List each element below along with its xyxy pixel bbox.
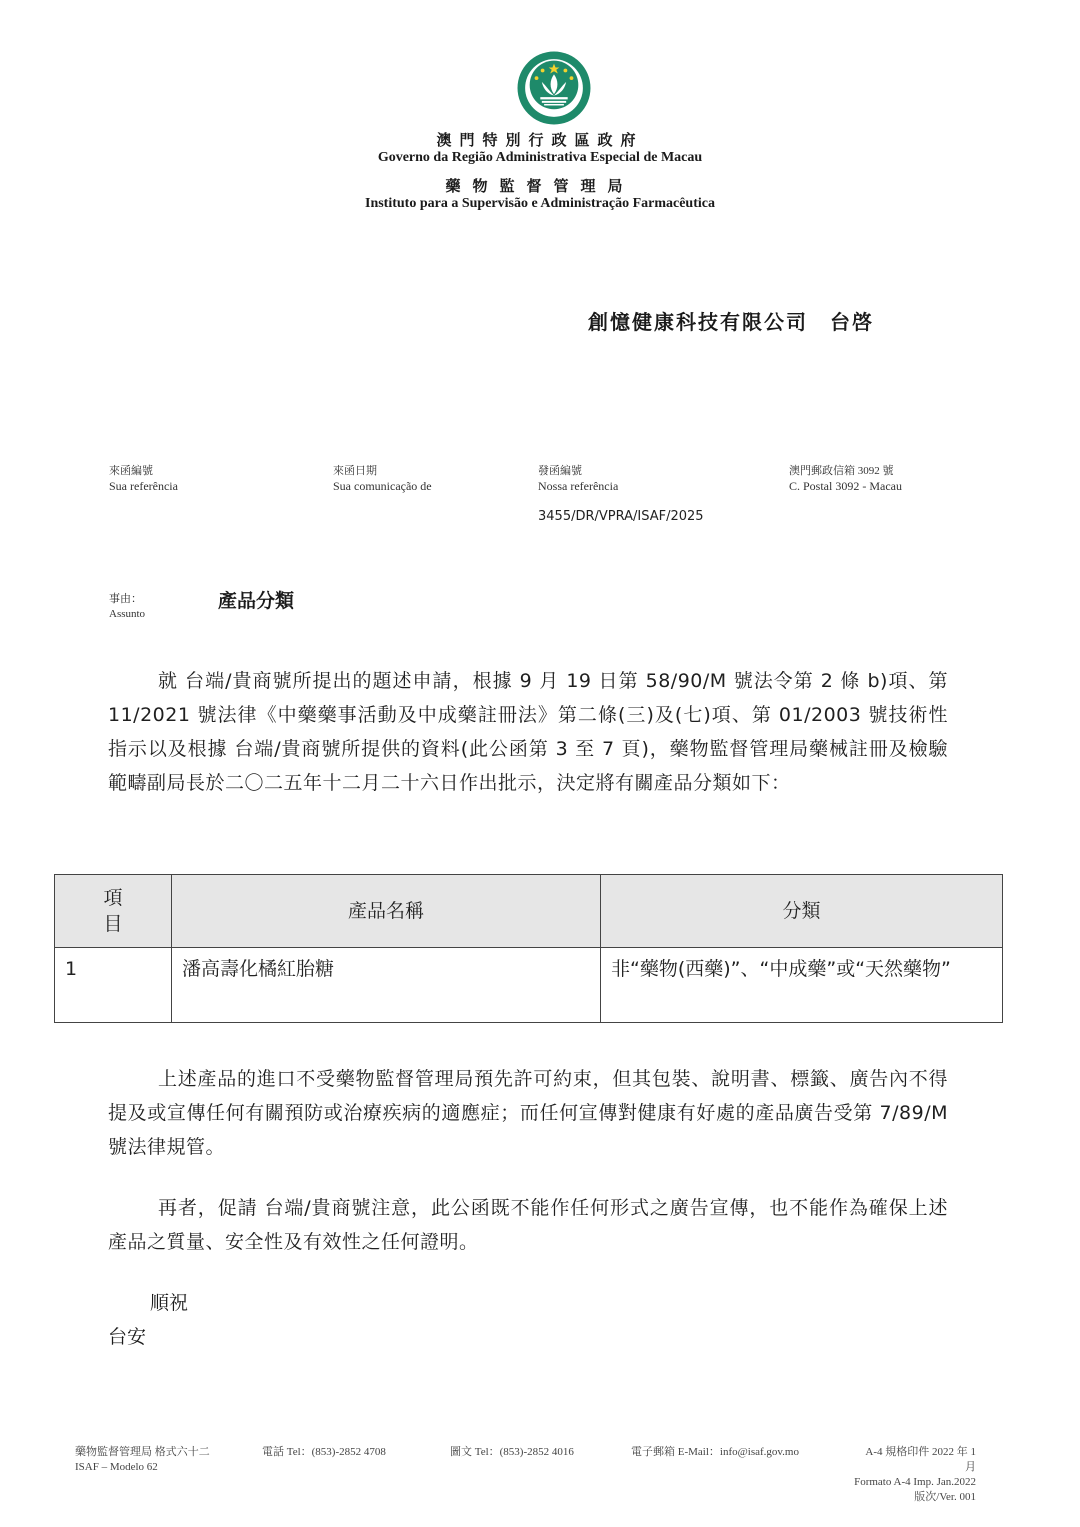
macau-emblem-icon (516, 50, 592, 126)
government-name-pt: Governo da Região Administrativa Especial de Macau (377, 150, 703, 165)
emblem-label: MACAU (543, 116, 565, 124)
cell-classification: 非“藥物(西藥)”、“中成藥”或“天然藥物” (601, 948, 1003, 1023)
ref-postal-box (789, 464, 902, 494)
table-header-row (55, 875, 1003, 948)
header-product-name: 產品名稱 (172, 875, 601, 948)
footer-phone: 電話 Tel：(853)-2852 4708 (262, 1446, 386, 1458)
closing-salutation: 台安 (108, 1326, 147, 1348)
our-reference-value: 3455/DR/VPRA/ISAF/2025 (538, 509, 704, 524)
ref-label-zh: 來函編號 (109, 465, 153, 477)
subject-value: 產品分類 (218, 590, 295, 612)
classification-table (54, 874, 1003, 1023)
cell-product-name: 潘高壽化橘紅胎糖 (172, 948, 601, 1023)
ref-our-reference (538, 464, 618, 494)
footer-email: 電子郵箱 E-Mail：info@isaf.gov.mo (631, 1446, 799, 1458)
subject-label (109, 592, 145, 622)
institute-name-zh: 藥物監督管理局 (445, 179, 635, 195)
body-paragraph: 就 台端/貴商號所提出的題述申請，根據 9 月 19 日第 58/90/M 號法令第 2 條 b)項、第 11/2021 號法律《中藥藥事活動及中成藥註冊法》第二條(三)及(七)項、第 01/2003 號技術性指示以及根據 台端/貴商號所提供的資料(此公函第 3 至 7 頁)，藥物監督管理局藥械註冊及檢驗範疇副局長於二〇二五年十二月二十六日作出批示，決定將有關產品分類如下： (108, 670, 948, 794)
ref-label-pt: Sua referência (109, 479, 178, 493)
ref-label-pt: Nossa referência (538, 479, 619, 493)
ref-label-pt: Sua comunicação de (333, 479, 432, 493)
subject-label-pt: Assunto (109, 608, 146, 620)
footer-print-line: A-4 規格印件 2022 年 1 月 (865, 1446, 976, 1473)
body-paragraph: 再者，促請 台端/貴商號注意，此公函既不能作任何形式之廣告宣傳，也不能作為確保上述產品之質量、安全性及有效性之任何證明。 (108, 1197, 948, 1253)
government-name-zh: 澳門特別行政區政府 (436, 133, 644, 149)
footer-print-line: Formato A-4 Imp. Jan.2022 (854, 1476, 976, 1488)
recipient: 創憶健康科技有限公司 台啓 (588, 310, 874, 334)
footer-form-id (75, 1445, 210, 1475)
body-paragraph: 上述產品的進口不受藥物監督管理局預先許可約束，但其包裝、說明書、標籤、廣告內不得提及或宣傳任何有關預防或治療疾病的適應症；而任何宣傳對健康有好處的產品廣告受第 7/89/M 號法律規管。 (108, 1068, 948, 1158)
ref-your-reference (109, 464, 178, 494)
table-row (55, 948, 1003, 1023)
footer-fax: 圖文 Tel：(853)-2852 4016 (450, 1446, 574, 1458)
footer-print-info (854, 1445, 976, 1505)
header-item: 項 目 (55, 875, 172, 948)
ref-label-pt: C. Postal 3092 - Macau (789, 479, 902, 493)
closing-greeting: 順祝 (150, 1292, 189, 1314)
ref-label-zh: 澳門郵政信箱 3092 號 (789, 465, 894, 477)
header-classification: 分類 (601, 875, 1003, 948)
ref-your-communication (333, 464, 432, 494)
footer-form-zh: 藥物監督管理局 格式六十二 (75, 1446, 210, 1458)
ref-label-zh: 發函編號 (538, 465, 582, 477)
footer-version: 版次/Ver. 001 (914, 1491, 976, 1503)
footer-form-pt: ISAF – Modelo 62 (75, 1461, 158, 1473)
cell-item-number: 1 (55, 948, 172, 1023)
ref-label-zh: 來函日期 (333, 465, 377, 477)
subject-label-zh: 事由： (109, 593, 142, 605)
institute-name-pt: Instituto para a Supervisão e Administração Farmacêutica (365, 196, 715, 211)
